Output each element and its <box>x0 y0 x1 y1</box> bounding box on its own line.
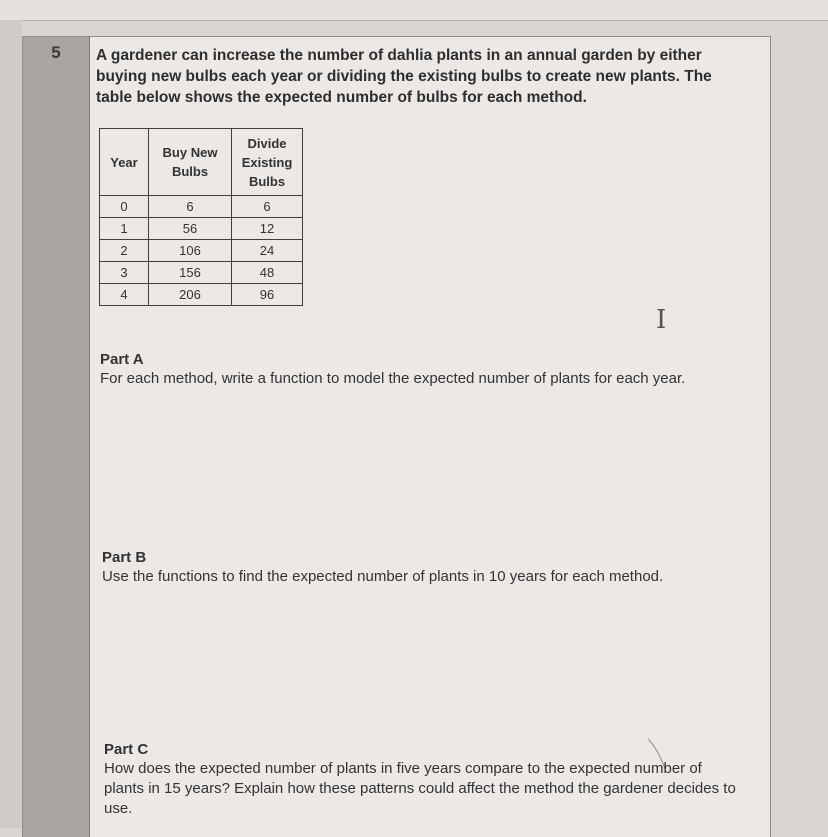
question-sheet <box>22 36 771 837</box>
cell-buy: 156 <box>149 262 232 284</box>
cell-buy: 6 <box>149 196 232 218</box>
part-c <box>104 741 744 819</box>
header-buy-new-bulbs: Buy New Bulbs <box>149 129 232 196</box>
text-cursor-icon: I <box>656 305 667 335</box>
cell-year: 1 <box>100 218 149 240</box>
part-b-title: Part B <box>102 549 147 566</box>
question-content <box>90 37 771 837</box>
top-strip <box>0 0 828 21</box>
question-number: 5 <box>51 43 61 62</box>
part-c-text: How does the expected number of plants in five years compare to the expected number of plants in 15 years? Explain how these patterns could affect the method the gardener decides to use. <box>104 760 736 817</box>
left-margin <box>0 20 22 828</box>
cell-year: 2 <box>100 240 149 262</box>
header-divide-existing-bulbs: Divide Existing Bulbs <box>232 129 303 196</box>
cell-divide: 6 <box>232 196 303 218</box>
part-a <box>100 351 740 389</box>
cell-year: 0 <box>100 196 149 218</box>
cell-divide: 24 <box>232 240 303 262</box>
part-a-title: Part A <box>100 351 144 368</box>
part-b-text: Use the functions to find the expected number of plants in 10 years for each method. <box>102 568 664 585</box>
cell-buy: 106 <box>149 240 232 262</box>
table-row <box>100 196 303 218</box>
table-row <box>100 262 303 284</box>
cell-divide: 48 <box>232 262 303 284</box>
table-row <box>100 284 303 306</box>
cell-year: 3 <box>100 262 149 284</box>
table-header-row <box>100 129 303 196</box>
cell-buy: 206 <box>149 284 232 306</box>
table-row <box>100 240 303 262</box>
header-year: Year <box>100 129 149 196</box>
cell-divide: 12 <box>232 218 303 240</box>
table-row <box>100 218 303 240</box>
cell-divide: 96 <box>232 284 303 306</box>
question-intro: A gardener can increase the number of dahlia plants in an annual garden by either buying new bulbs each year or dividing the existing bulbs to create new plants. The table below shows the expected number of bulbs for each method. <box>96 47 712 106</box>
part-b <box>102 549 742 587</box>
question-number-column <box>23 37 90 837</box>
bulbs-table <box>99 128 303 306</box>
part-a-text: For each method, write a function to model the expected number of plants for each year. <box>100 370 686 387</box>
cell-year: 4 <box>100 284 149 306</box>
part-c-title: Part C <box>104 741 149 758</box>
cell-buy: 56 <box>149 218 232 240</box>
